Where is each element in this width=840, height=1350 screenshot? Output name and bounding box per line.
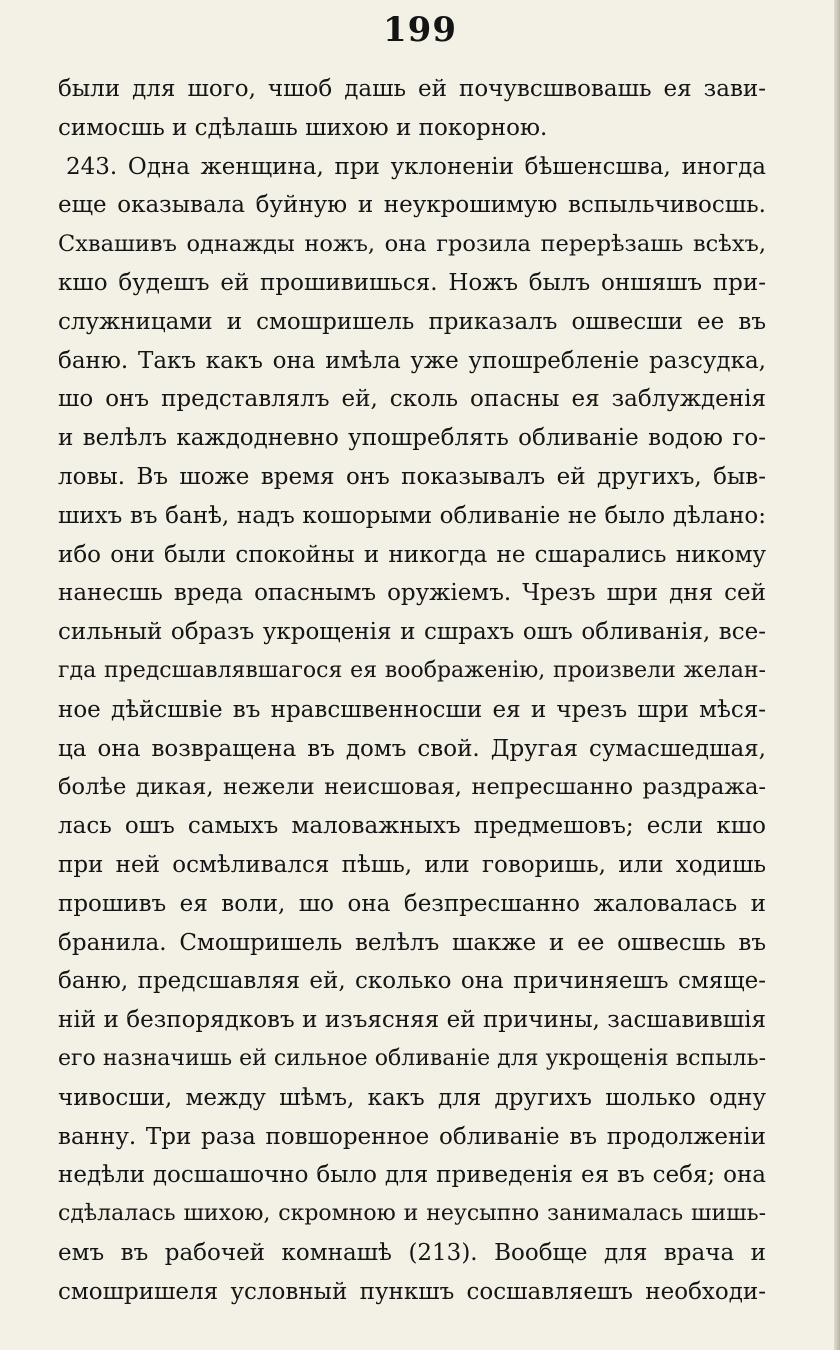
text-line: служницами и смошришель приказалъ ошвесши ее въ [58, 308, 766, 335]
text-line: сдѣлалась шихою, скромною и неусыпно занималась шишь- [58, 1201, 766, 1227]
text-line: чивосши, между шѣмъ, какъ для другихъ шолько одну [58, 1084, 766, 1111]
text-line: симосшь и сдѣлашь шихою и покорною. [58, 114, 548, 141]
text-line: болѣе дикая, нежели неисшовая, непресшанно раздража- [58, 774, 766, 801]
text-line: ца она возвращена въ домъ свой. Другая сумасшедшая, [58, 735, 766, 762]
text-line: ное дѣйсшвіе въ нравсшвенносши ея и чрезъ шри мѣся- [58, 696, 766, 723]
page-edge-shadow [834, 0, 840, 1350]
text-line: нанесшь вреда опаснымъ оружіемъ. Чрезъ шри дня сей [58, 580, 766, 607]
text-line: прошивъ ея воли, шо она безпресшанно жаловалась и [58, 890, 766, 917]
text-line: ній и безпорядковъ и изъясняя ей причины, засшавившія [58, 1007, 766, 1034]
text-line: баню, предсшавляя ей, сколько она причиняешъ смяще- [58, 968, 766, 995]
text-line: гда предсшавлявшагося ея воображенію, произвели желан- [58, 657, 766, 683]
text-line: еще оказывала буйную и неукрошимую вспыльчивосшь. [58, 192, 766, 219]
text-line: лась ошъ самыхъ маловажныхъ предмешовъ; если кшо [58, 813, 766, 840]
text-line: его назначишь ей сильное обливаніе для укрощенія вспыль- [58, 1045, 766, 1071]
text-line: ванну. Три раза повшоренное обливаніе въ продолженіи [58, 1123, 766, 1150]
text-line: баню. Такъ какъ она имѣла уже упошребленіе разсудка, [58, 347, 766, 374]
text-line: бранила. Смошришель велѣлъ шакже и ее ошвесшь въ [58, 929, 766, 956]
text-line: Схвашивъ однажды ножъ, она грозила перерѣзашь всѣхъ, [58, 231, 766, 258]
text-line: и велѣлъ каждодневно упошреблять обливаніе водою го- [58, 425, 766, 452]
text-line: смошришеля условный пункшъ сосшавляешъ необходи- [58, 1278, 766, 1305]
text-line: кшо будешъ ей прошивишься. Ножъ былъ оншяшъ при- [58, 269, 766, 296]
text-line: были для шого, чшоб дашь ей почувсшвовашь ея зави- [58, 76, 766, 102]
text-line: сильный образъ укрощенія и сшрахъ ошъ обливанія, все- [58, 619, 766, 646]
text-line: при ней осмѣливался пѣшь, или говоришь, или ходишь [58, 851, 766, 878]
text-line: емъ въ рабочей комнашѣ (213). Вообще для врача и [58, 1239, 766, 1266]
page-number: 199 [383, 10, 457, 50]
text-line: недѣли досшашочно было для приведенія ея въ себя; она [58, 1162, 766, 1189]
text-line: ловы. Въ шоже время онъ показывалъ ей другихъ, быв- [58, 463, 766, 490]
text-line: 243. Одна женщина, при уклоненіи бѣшенсшва, иногда [66, 153, 766, 180]
text-line: ибо они были спокойны и никогда не сшарались никому [58, 541, 766, 568]
text-line: шо онъ представлялъ ей, сколь опасны ея заблужденія [58, 386, 766, 413]
text-line: шихъ въ банѣ, надъ кошорыми обливаніе не было дѣлано: [58, 502, 766, 529]
body-text [58, 70, 766, 1312]
